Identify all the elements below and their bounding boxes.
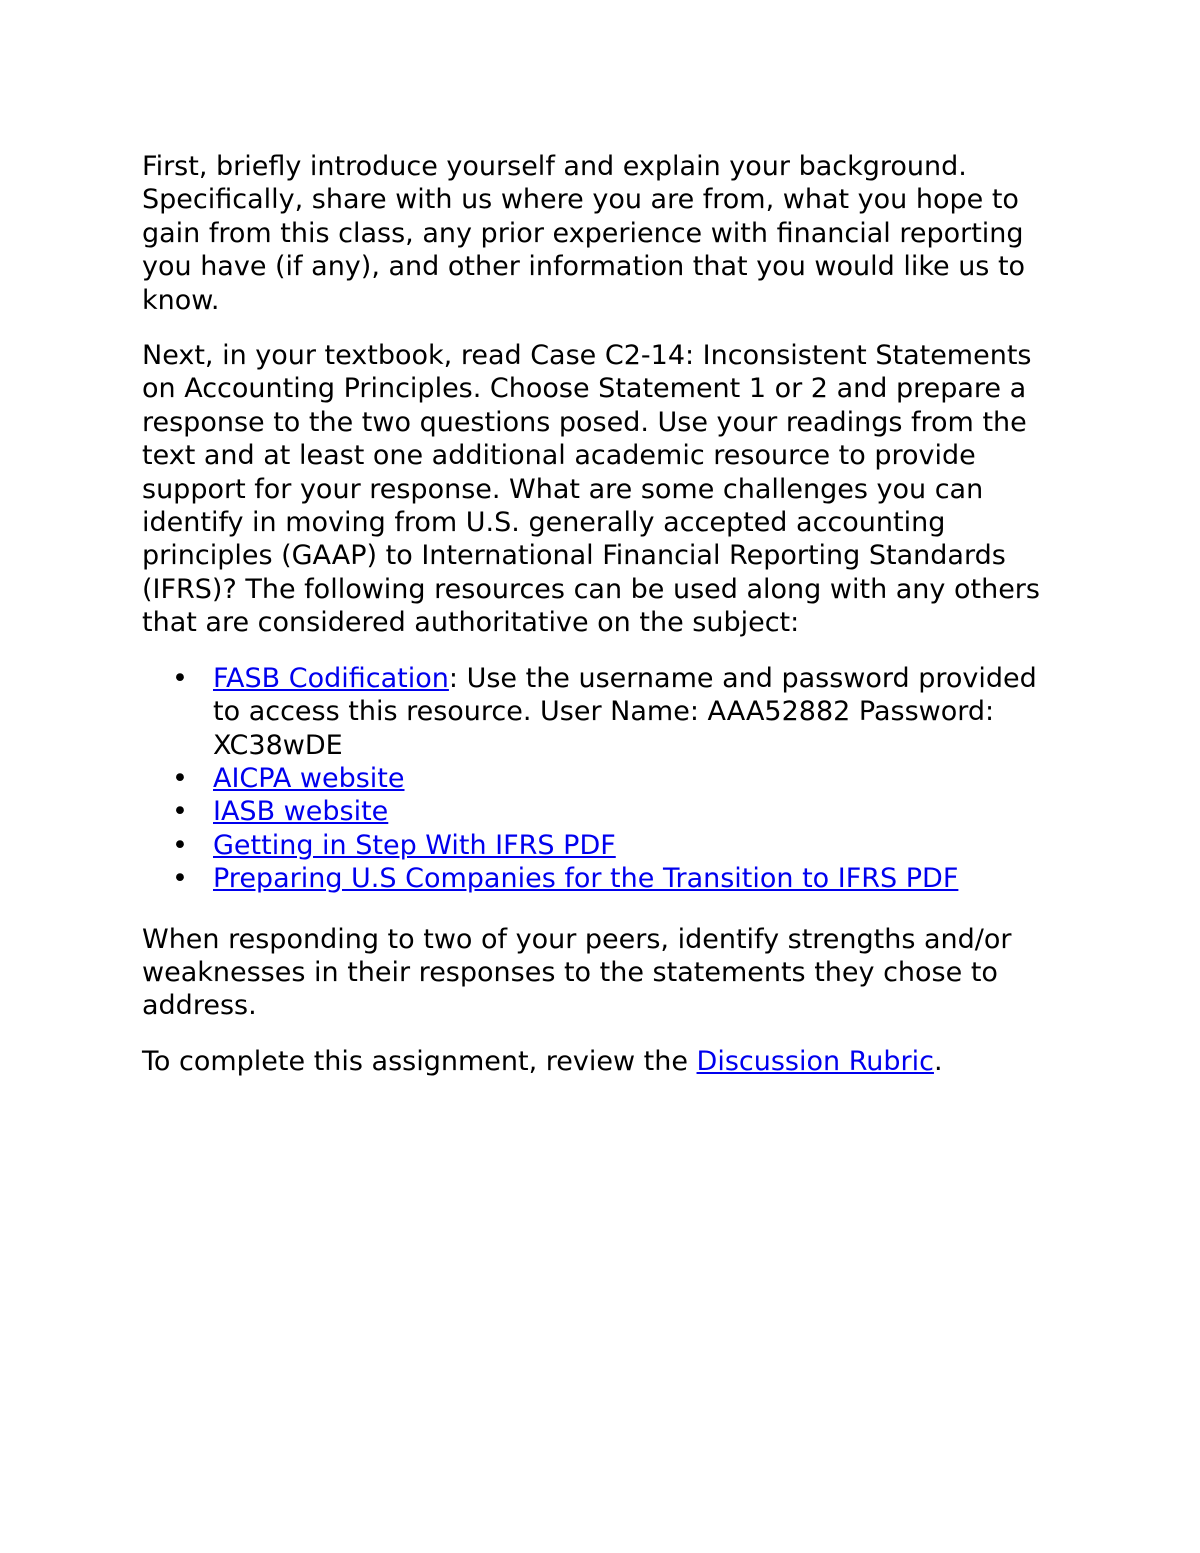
list-item <box>142 862 1072 895</box>
document-page <box>142 150 1072 1100</box>
bullet-glyph: • <box>172 662 188 694</box>
case-paragraph: Next, in your textbook, read Case C2-14: Inconsistent Statements on Accounting Principles. Choose Statement 1 or 2 and prepare a response to the two questions posed. Use your readings from the text and at least one additional academic resource to provide support for your response. What are some challenges you can identify in moving from U.S. generally accepted accounting principles (GAAP) to International Financial Reporting Standards (IFRS)? The following resources can be used along with any others that are considered authoritative on the subject: <box>142 340 1040 639</box>
peers-paragraph: When responding to two of your peers, identify strengths and/or weaknesses in their responses to the statements they chose to address. <box>142 923 1012 1022</box>
discussion-rubric-link[interactable]: Discussion Rubric <box>696 1045 934 1077</box>
fasb-codification-note: : Use the username and password provided to access this resource. User Name: AAA52882 Password: XC38wDE <box>213 662 1037 761</box>
list-item <box>142 762 1072 795</box>
resource-list <box>142 662 1072 896</box>
list-item <box>142 662 1072 762</box>
bullet-glyph: • <box>172 829 188 861</box>
list-item <box>142 795 1072 828</box>
getting-in-step-ifrs-pdf-link[interactable]: Getting in Step With IFRS PDF <box>213 829 616 861</box>
iasb-website-link[interactable]: IASB website <box>213 796 389 828</box>
complete-prefix: To complete this assignment, review the <box>142 1045 697 1077</box>
aicpa-website-link[interactable]: AICPA website <box>213 762 405 794</box>
bullet-glyph: • <box>172 796 188 828</box>
complete-suffix: . <box>933 1045 943 1077</box>
bullet-glyph: • <box>172 863 188 895</box>
complete-paragraph <box>142 1045 1072 1078</box>
list-item <box>142 829 1072 862</box>
bullet-glyph: • <box>172 762 188 794</box>
preparing-us-companies-ifrs-pdf-link[interactable]: Preparing U.S Companies for the Transition to IFRS PDF <box>213 863 959 895</box>
intro-paragraph: First, briefly introduce yourself and explain your background. Specifically, share with us where you are from, what you hope to gain from this class, any prior experience with financial reporting you have (if any), and other information that you would like us to know. <box>142 151 1026 316</box>
fasb-codification-link[interactable]: FASB Codification <box>213 662 449 694</box>
